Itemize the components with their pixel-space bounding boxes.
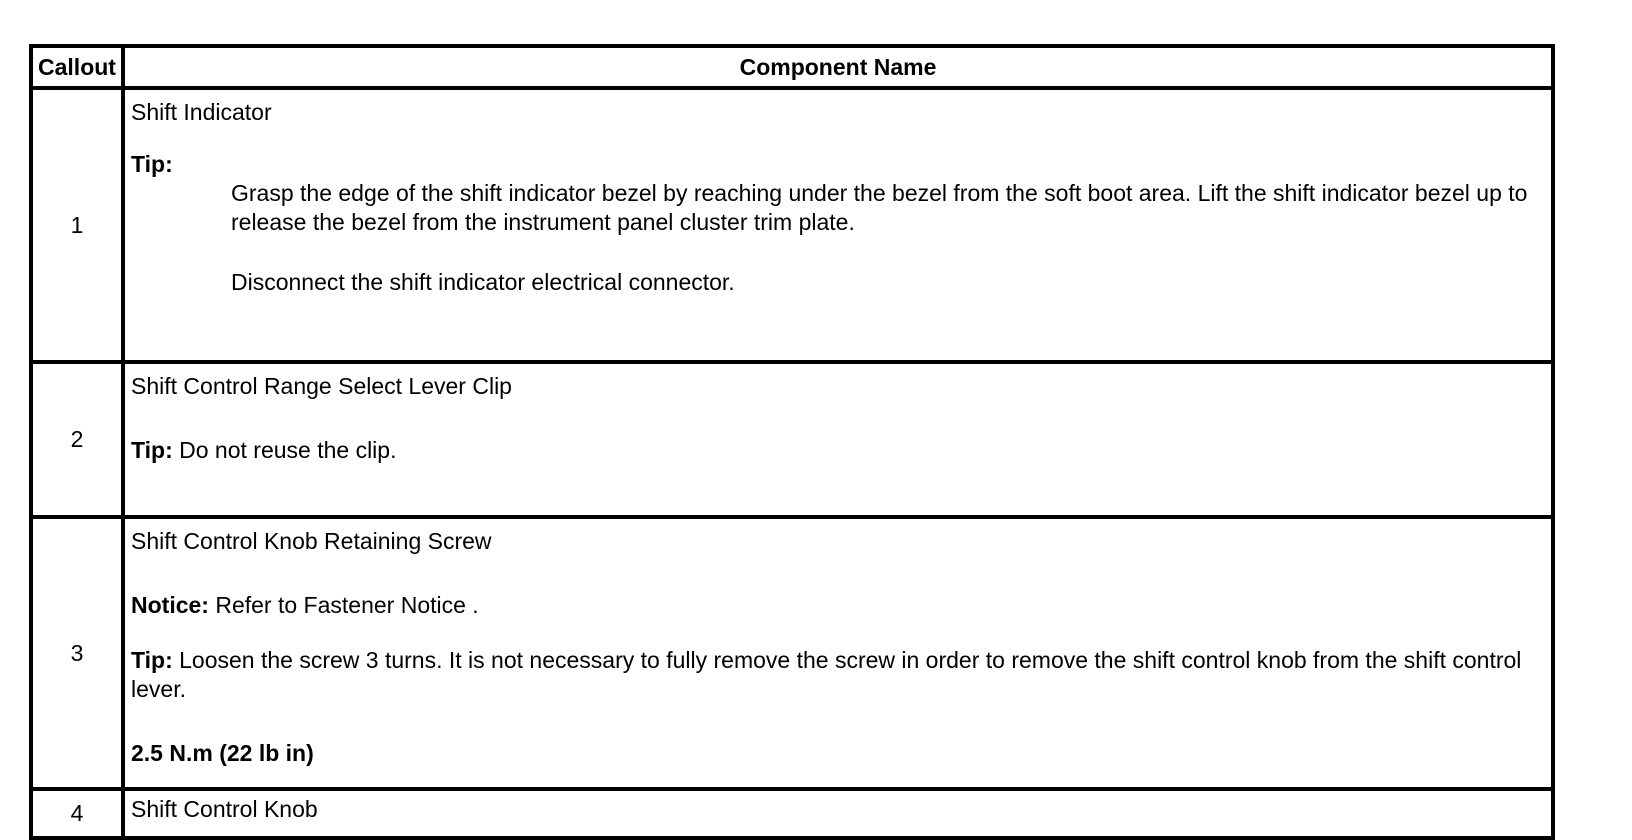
component-cell	[123, 362, 1553, 517]
torque-spec: 2.5 N.m (22 lb in)	[131, 740, 314, 766]
table-row	[31, 88, 1553, 362]
tip-text: Loosen the screw 3 turns. It is not necessary to fully remove the screw in order to remove the shift control knob from the shift control lever.	[131, 647, 1522, 702]
table-header-row	[31, 46, 1553, 88]
table-row	[31, 362, 1553, 517]
tip-paragraph	[131, 646, 1545, 704]
tip-label: Tip:	[131, 151, 173, 177]
tip-step: Grasp the edge of the shift indicator bezel by reaching under the bezel from the soft boot area. Lift the shift indicator bezel up to release the bezel from the instrument panel cluster trim plate.	[231, 180, 1528, 235]
component-cell	[123, 789, 1553, 838]
notice-paragraph	[131, 591, 1545, 620]
tip-label: Tip:	[131, 437, 173, 463]
callout-number: 4	[31, 789, 123, 838]
table-row	[31, 517, 1553, 789]
notice-text: Refer to Fastener Notice .	[215, 592, 479, 618]
component-cell	[123, 517, 1553, 789]
callout-number: 1	[31, 88, 123, 362]
tip-label: Tip:	[131, 647, 173, 673]
components-table	[29, 44, 1555, 840]
tip-paragraph	[131, 436, 1545, 465]
component-cell	[123, 88, 1553, 362]
tip-step: Disconnect the shift indicator electrical connector.	[231, 269, 735, 295]
component-name: Shift Indicator	[131, 99, 272, 125]
table-row	[31, 789, 1553, 838]
callout-number: 2	[31, 362, 123, 517]
notice-label: Notice:	[131, 592, 209, 618]
header-component-name: Component Name	[123, 46, 1553, 88]
component-name: Shift Control Knob Retaining Screw	[131, 528, 492, 554]
component-name: Shift Control Knob	[131, 796, 318, 822]
component-name: Shift Control Range Select Lever Clip	[131, 373, 512, 399]
header-callout: Callout	[31, 46, 123, 88]
tip-text: Do not reuse the clip.	[179, 437, 397, 463]
callout-number: 3	[31, 517, 123, 789]
